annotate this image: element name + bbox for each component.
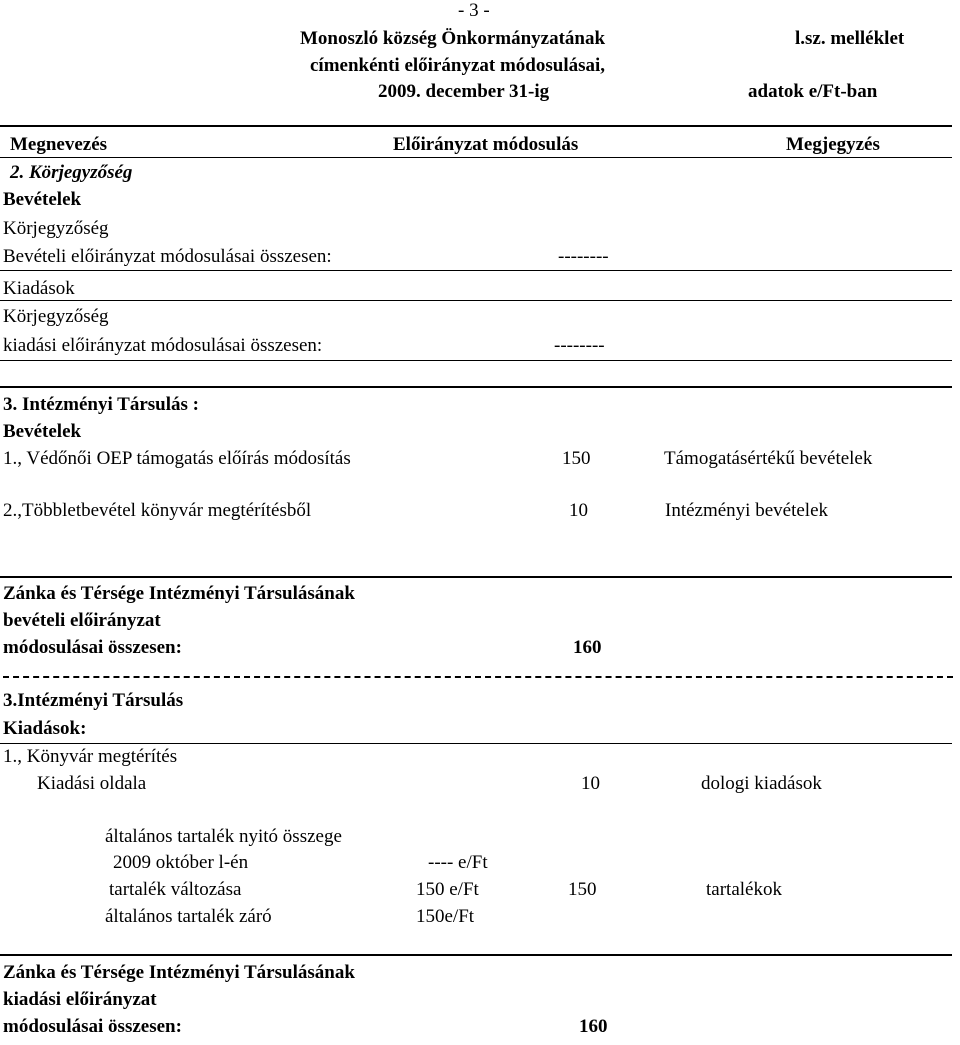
section2-title: 2. Körjegyzőség bbox=[10, 162, 133, 183]
section3-income-heading: Bevételek bbox=[3, 421, 82, 442]
section2-end-rule bbox=[0, 360, 952, 361]
reserve-opening-value: ---- e/Ft bbox=[428, 852, 488, 873]
reserve-change-label: tartalék változása bbox=[109, 879, 242, 900]
reserve-closing-label: általános tartalék záró bbox=[105, 906, 272, 927]
section2-income-total-label: Bevételi előirányzat módosulásai összesen: bbox=[3, 246, 332, 267]
page-number: - 3 - bbox=[458, 0, 490, 21]
section3-expense-total-line2: kiadási előirányzat bbox=[3, 989, 157, 1010]
section3-income-total-rule bbox=[0, 576, 952, 578]
section3-income-top-rule bbox=[0, 386, 952, 388]
column-header-note: Megjegyzés bbox=[786, 134, 880, 155]
section3-income-total-value: 160 bbox=[573, 637, 602, 658]
section3-income-total-line2: bevételi előirányzat bbox=[3, 610, 161, 631]
section2-expense-heading: Kiadások bbox=[3, 278, 75, 299]
section3-expense-total-line1: Zánka és Térsége Intézményi Társulásának bbox=[3, 962, 355, 983]
reserve-change-amount: 150 e/Ft bbox=[416, 879, 479, 900]
units-label: adatok e/Ft-ban bbox=[748, 81, 878, 102]
section2-expense-total-value: -------- bbox=[554, 335, 605, 356]
column-header-modification: Előirányzat módosulás bbox=[393, 134, 579, 155]
document-title-line2: címenkénti előirányzat módosulásai, bbox=[310, 55, 606, 76]
annex-label: l.sz. melléklet bbox=[795, 28, 905, 49]
section3-expense-total-value: 160 bbox=[579, 1016, 608, 1037]
section3-income-item1-note: Támogatásértékű bevételek bbox=[664, 448, 873, 469]
reserve-closing-value: 150e/Ft bbox=[416, 906, 475, 927]
section3-expense-heading: Kiadások: bbox=[3, 718, 87, 739]
section-separator-dashed bbox=[3, 676, 953, 678]
section3-income-item2-label: 2.,Többletbevétel könyvár megtérítésből bbox=[3, 500, 312, 521]
section3-income-item1-label: 1., Védőnői OEP támogatás előírás módosítás bbox=[3, 448, 351, 469]
section3-income-item1-value: 150 bbox=[562, 448, 591, 469]
section2-income-total-value: -------- bbox=[558, 246, 609, 267]
section3-expense-item1-note: dologi kiadások bbox=[701, 773, 822, 794]
section3-expense-item1-sub-label: Kiadási oldala bbox=[37, 773, 147, 794]
reserve-opening-label2: 2009 október l-én bbox=[113, 852, 249, 873]
section3-expense-title: 3.Intézményi Társulás bbox=[3, 690, 184, 711]
header-rule bbox=[0, 125, 952, 127]
document-title-line1: Monoszló község Önkormányzatának bbox=[300, 28, 606, 49]
section3-income-total-line3: módosulásai összesen: bbox=[3, 637, 182, 658]
section3-expense-rule bbox=[0, 743, 952, 744]
section2-income-rule bbox=[0, 270, 952, 271]
section3-income-total-line1: Zánka és Térsége Intézményi Társulásának bbox=[3, 583, 355, 604]
section3-expense-item1-value: 10 bbox=[581, 773, 600, 794]
section3-income-item2-value: 10 bbox=[569, 500, 588, 521]
section3-expense-total-line3: módosulásai összesen: bbox=[3, 1016, 182, 1037]
section2-expense-rule bbox=[0, 300, 952, 301]
section3-expense-item1-label: 1., Könyvár megtérítés bbox=[3, 746, 178, 767]
section2-income-item: Körjegyzőség bbox=[3, 218, 109, 239]
section3-income-title: 3. Intézményi Társulás : bbox=[3, 394, 199, 415]
column-header-rule bbox=[0, 157, 952, 158]
section2-expense-item: Körjegyzőség bbox=[3, 306, 109, 327]
column-header-name: Megnevezés bbox=[10, 134, 108, 155]
reserve-opening-label1: általános tartalék nyitó összege bbox=[105, 826, 342, 847]
section2-income-heading: Bevételek bbox=[3, 189, 82, 210]
section3-income-item2-note: Intézményi bevételek bbox=[665, 500, 829, 521]
section2-expense-total-label: kiadási előirányzat módosulásai összesen: bbox=[3, 335, 323, 356]
document-title-line3: 2009. december 31-ig bbox=[378, 81, 550, 102]
reserve-change-note: tartalékok bbox=[706, 879, 782, 900]
reserve-change-value: 150 bbox=[568, 879, 597, 900]
section3-expense-total-rule bbox=[0, 954, 952, 956]
